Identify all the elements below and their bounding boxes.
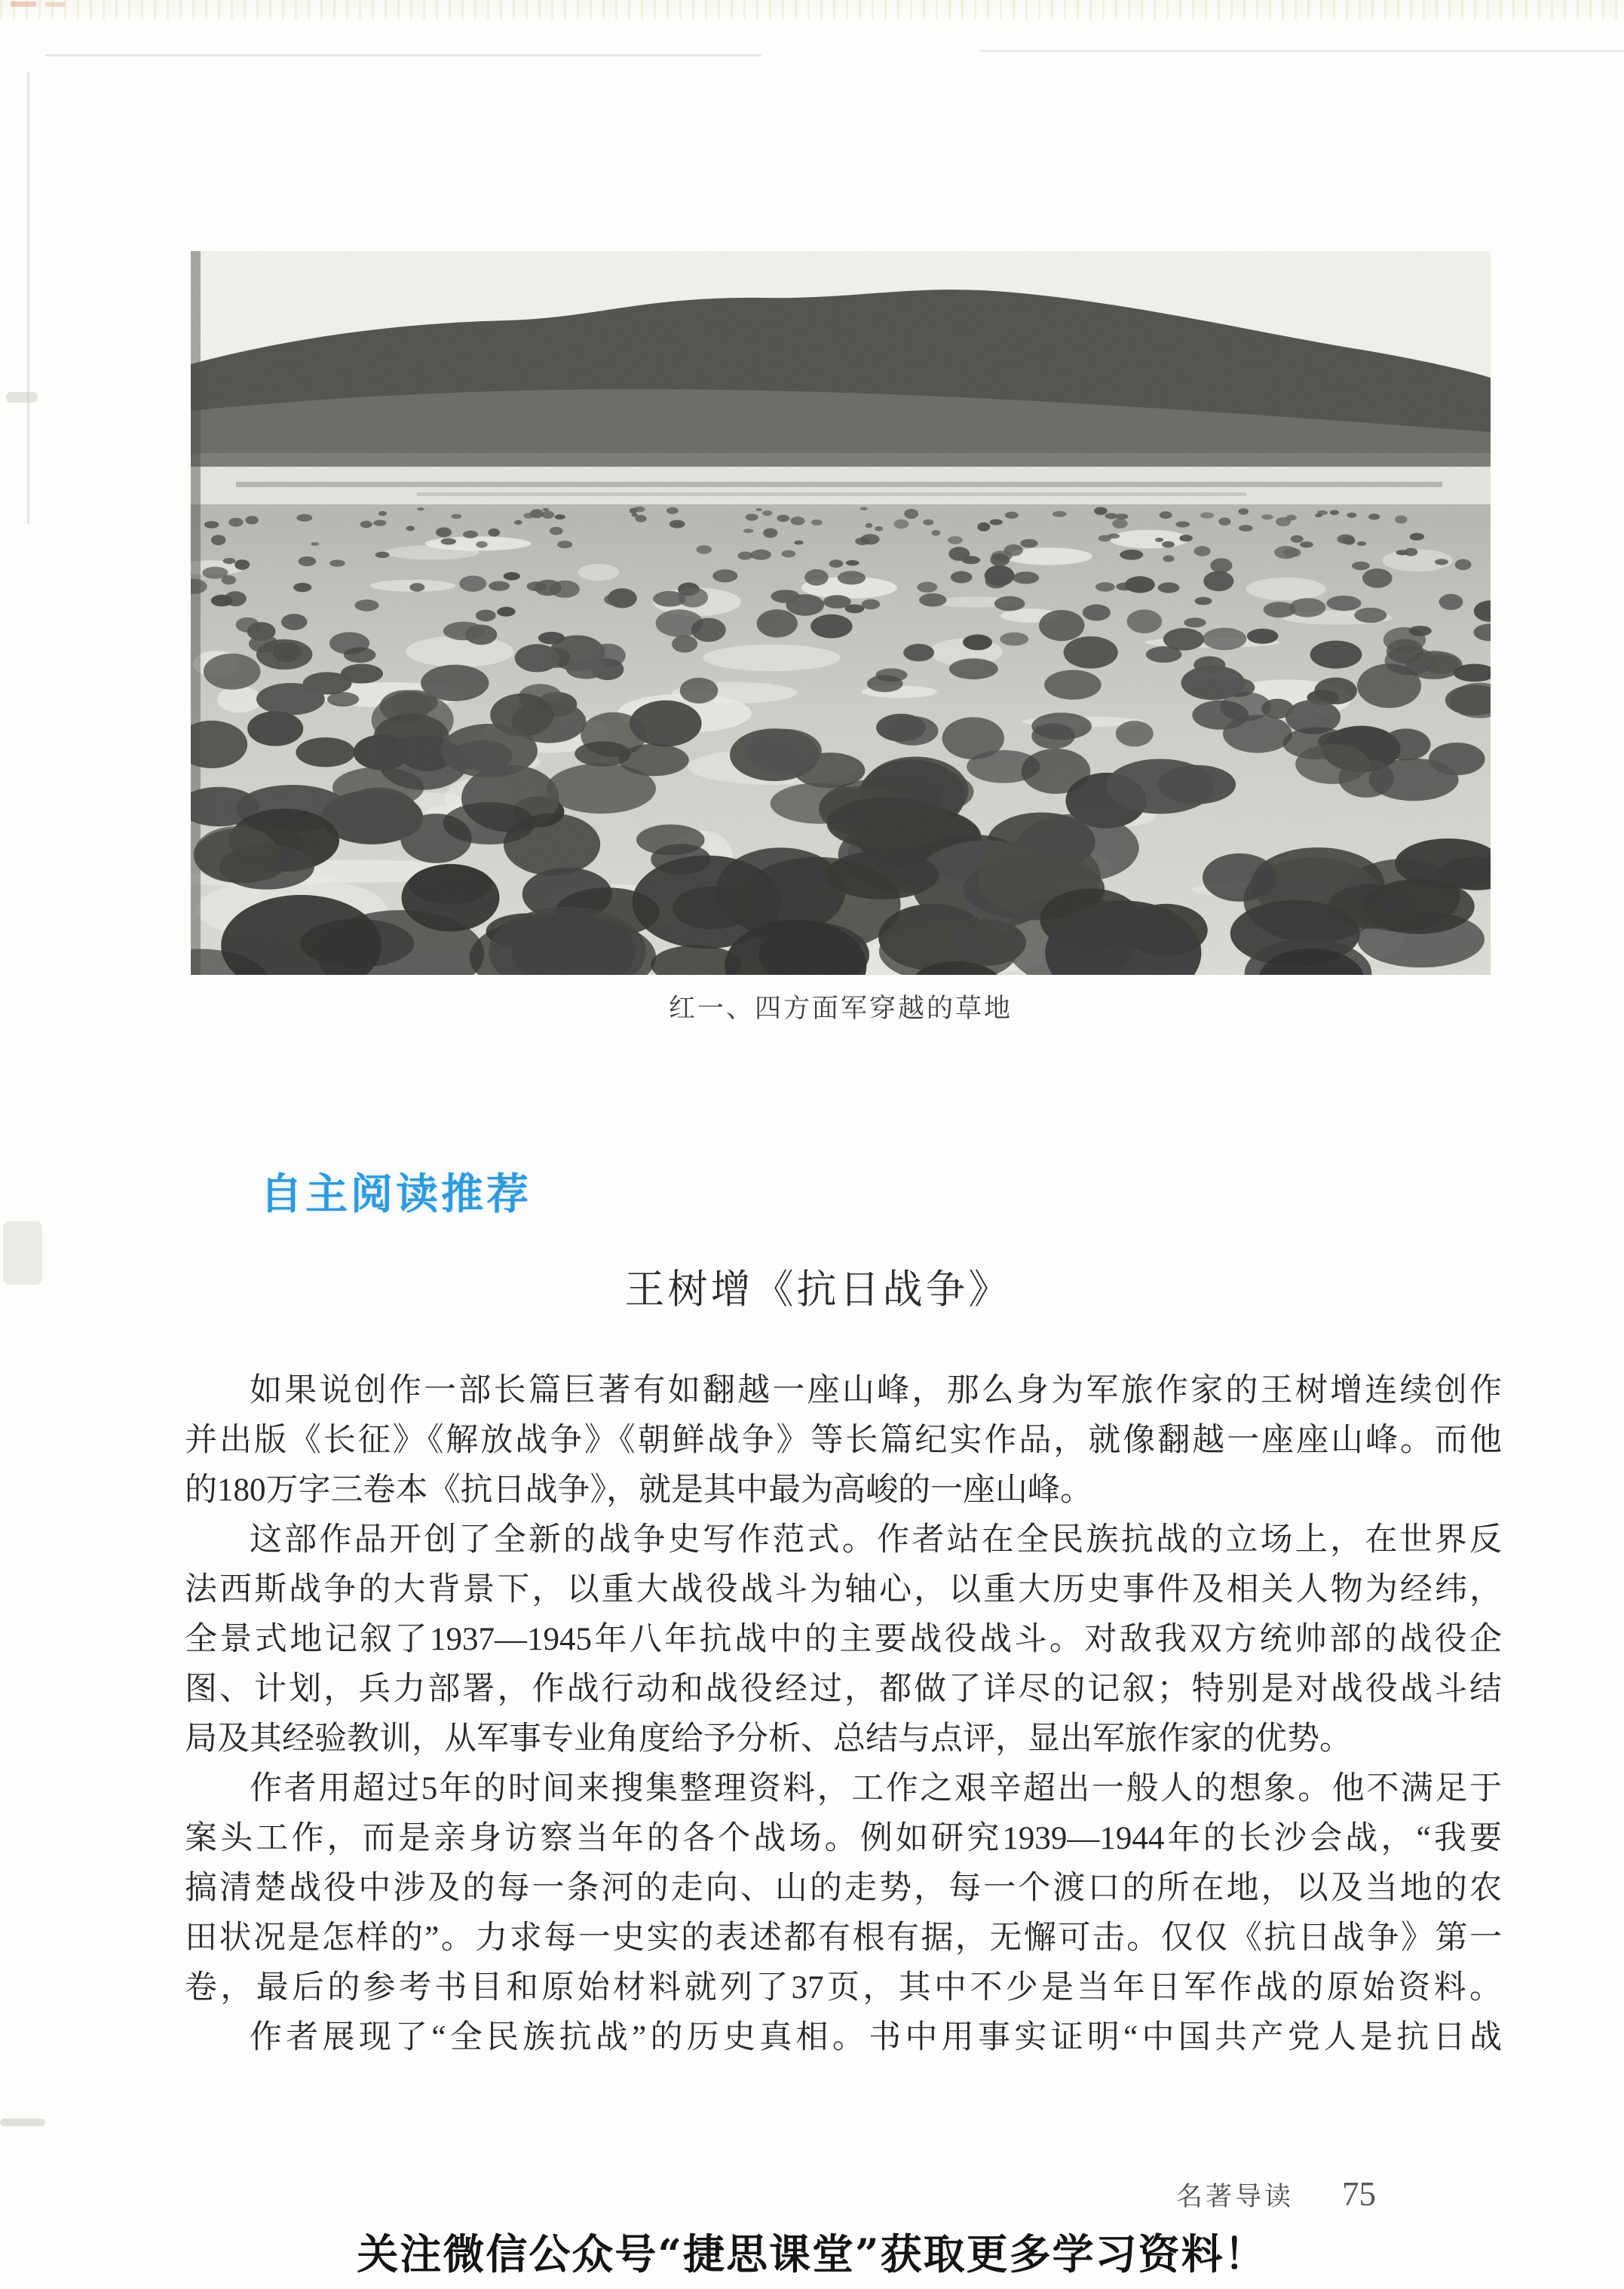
wechat-banner-text: 关注微信公众号“捷思课堂”获取更多学习资料！	[357, 2229, 1267, 2278]
photo-grassland-illustration	[191, 251, 1491, 975]
article-body	[185, 1366, 1502, 2063]
article-title: 王树增《抗日战争》	[624, 1267, 1012, 1313]
body-line: 并出版《长征》《解放战争》《朝鲜战争》等长篇纪实作品，就像翻越一座座山峰。而他	[185, 1423, 1502, 1458]
body-line: 田状况是怎样的”。力求每一史实的表述都有根有据，无懈可击。仅仅《抗日战争》第一	[185, 1920, 1502, 1956]
photo-grassland-marsh	[191, 251, 1491, 975]
body-line: 局及其经验教训，从军事专业角度给予分析、总结与点评，显出军旅作家的优势。	[185, 1721, 1352, 1757]
body-line: 图、计划，兵力部署，作战行动和战役经过，都做了详尽的记叙；特别是对战役战斗结	[185, 1672, 1502, 1707]
body-line: 作者用超过5年的时间来搜集整理资料，工作之艰辛超出一般人的想象。他不满足于	[250, 1771, 1502, 1806]
scan-edge-artifact	[27, 72, 29, 524]
footer-page-number: 75	[1342, 2175, 1377, 2213]
scan-line-artifact	[980, 50, 1624, 52]
body-line: 如果说创作一部长篇巨著有如翻越一座山峰，那么身为军旅作家的王树增连续创作	[250, 1373, 1502, 1408]
body-line: 案头工作，而是亲身访察当年的各个战场。例如研究1939—1944年的长沙会战，“我要	[185, 1821, 1502, 1856]
photo-caption: 红一、四方面军穿越的草地	[668, 994, 1013, 1024]
body-line: 这部作品开创了全新的战争史写作范式。作者站在全民族抗战的立场上，在世界反	[250, 1522, 1502, 1558]
body-line: 搞清楚战役中涉及的每一条河的走向、山的走势，每一个渡口的所在地，以及当地的农	[185, 1871, 1502, 1906]
footer-section-label: 名著导读	[1176, 2182, 1295, 2212]
scan-smudge	[0, 2119, 45, 2126]
body-line: 作者展现了“全民族抗战”的历史真相。书中用事实证明“中国共产党人是抗日战	[250, 2020, 1502, 2055]
body-line: 法西斯战争的大背景下，以重大战役战斗为轴心，以重大历史事件及相关人物为经纬，	[185, 1572, 1502, 1607]
scan-color-speck	[11, 2, 36, 7]
scan-smudge	[6, 392, 38, 403]
body-line: 的180万字三卷本《抗日战争》，就是其中最为高峻的一座山峰。	[185, 1472, 1092, 1508]
scan-color-speck	[45, 2, 65, 7]
body-line: 卷，最后的参考书目和原始材料就列了37页，其中不少是当年日军作战的原始资料。	[185, 1970, 1502, 2006]
body-line: 全景式地记叙了1937—1945年八年抗战中的主要战役战斗。对敌我双方统帅部的战役企	[185, 1622, 1502, 1657]
scan-edge-artifact	[0, 0, 1624, 20]
scan-smudge	[3, 1221, 42, 1285]
section-heading: 自主阅读推荐	[260, 1170, 532, 1218]
page-footer	[1176, 2174, 1376, 2214]
scan-line-artifact	[45, 54, 761, 57]
